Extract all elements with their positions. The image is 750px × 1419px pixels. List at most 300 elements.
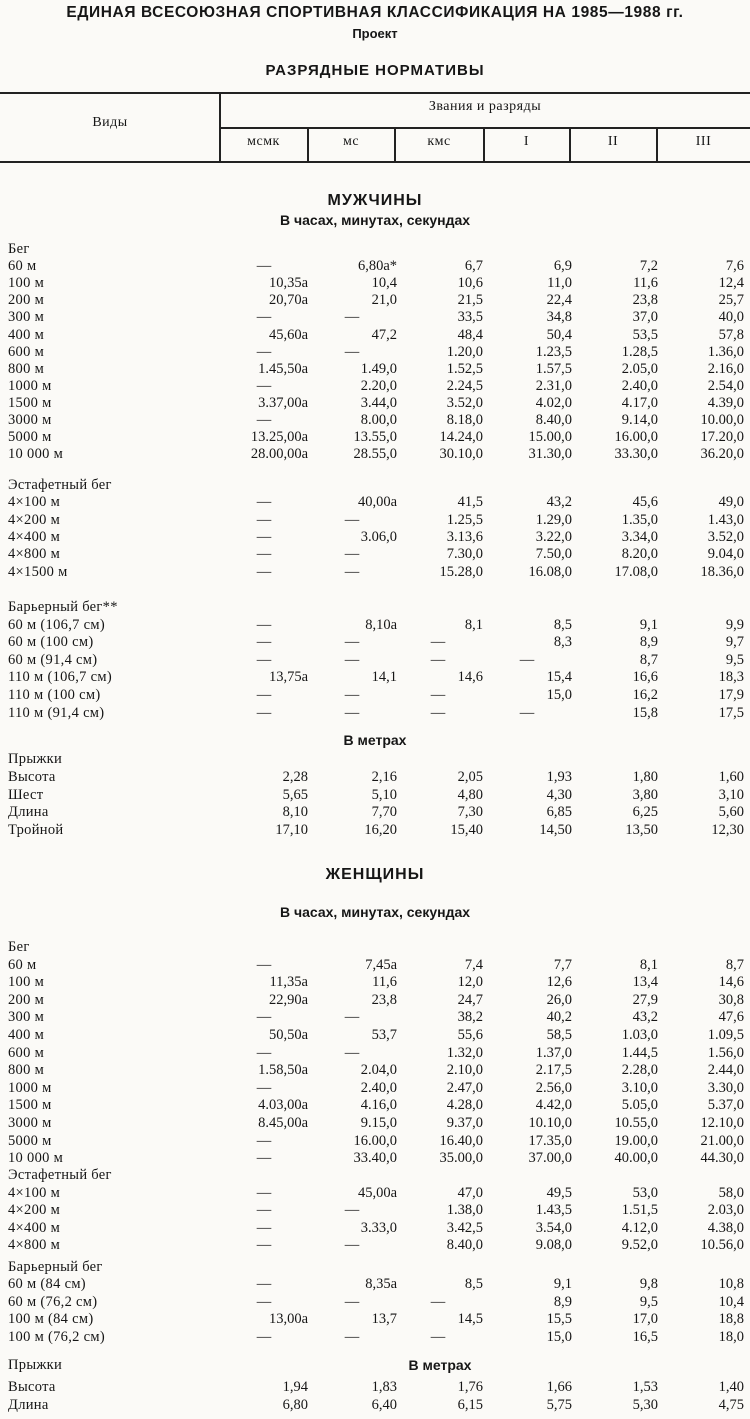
table-cell: — [344,687,360,703]
table-cell: 1.20,0 [446,343,483,360]
event-label: 10 000 м [8,446,64,463]
event-label: 4×100 м [8,1184,61,1201]
col-group-header: Звания и разряды [428,99,542,114]
table-row [0,326,750,344]
event-label: Эстафетный бег [8,1167,112,1183]
table-row [0,1275,750,1293]
table-cell: 9,1 [553,1276,572,1293]
rank-header-msmk: мсмк [247,134,280,149]
rank-header-2: II [607,134,619,149]
table-cell: 3.30,0 [707,1079,744,1096]
table-cell: 40,0 [718,309,744,326]
table-cell: 2.31,0 [535,377,572,394]
table-row [0,686,750,704]
table-row [0,1008,750,1026]
table-cell: 16.08,0 [528,563,572,580]
table-cell: 7.30,0 [446,546,483,563]
table-cell: 22,90а [268,991,308,1008]
table-cell: — [344,1293,360,1310]
table-cell: — [256,343,272,360]
table-row [0,1310,750,1328]
table-cell: 1.58,50а [258,1062,308,1079]
table-cell: 4.28,0 [446,1097,483,1114]
table-cell: 34,8 [546,309,572,326]
event-label: 4×800 м [8,546,61,563]
table-cell: 9,1 [639,616,658,633]
event-label: 60 м (76,2 см) [8,1293,98,1310]
table-cell: 49,0 [718,494,744,511]
event-label: Прыжки [8,751,63,767]
table-cell: — [256,1237,272,1254]
table-cell: 2.04,0 [360,1062,397,1079]
table-cell: 16,2 [632,687,658,703]
event-label: Высота [8,1379,56,1395]
table-cell: 1.44,5 [621,1044,658,1061]
table-cell: 15,8 [632,704,658,721]
table-cell: 36.20,0 [700,446,744,463]
table-header [0,90,750,164]
table-cell: 2.03,0 [707,1202,744,1219]
table-row [0,956,750,974]
event-label: 600 м [8,343,45,360]
table-row [0,1396,750,1414]
table-cell: 8.40,0 [446,1237,483,1254]
table-cell: 3.10,0 [621,1079,658,1096]
table-cell: 15,5 [546,1311,572,1328]
table-cell: 16.00,0 [353,1132,397,1149]
table-cell: 47,6 [718,1009,744,1026]
table-cell: 12,4 [718,275,744,292]
table-cell: 14,1 [371,669,397,686]
table-cell: — [256,258,272,275]
table-row [0,563,750,581]
table-cell: 53,0 [632,1184,658,1201]
table-row [0,1114,750,1132]
table-cell: 13,00а [268,1311,308,1328]
event-label: 60 м (100 см) [8,634,94,651]
table-cell: — [256,1293,272,1310]
table-cell: 9.37,0 [446,1115,483,1131]
table-cell: — [256,704,272,721]
table-cell: — [256,651,272,668]
event-label: 4×100 м [8,494,61,511]
table-cell: 17.35,0 [528,1132,572,1149]
table-cell: 30.10,0 [439,446,483,463]
event-label: 600 м [8,1044,45,1061]
table-cell: 1.38,0 [446,1202,483,1219]
table-cell: 2.20,0 [360,377,397,394]
table-cell: 2,28 [282,768,308,785]
table-row [0,616,750,634]
table-cell: 19.00,0 [614,1132,658,1149]
table-cell: 8,9 [639,634,658,651]
table-cell: 11,35а [269,974,308,991]
table-cell: 1.29,0 [535,511,572,528]
table-cell: 30,8 [718,991,744,1008]
table-cell: 58,0 [718,1184,744,1201]
table-cell: 16.40,0 [439,1132,483,1149]
event-label: 4×400 м [8,1219,61,1236]
event-label: Бег [8,241,30,257]
table-row [0,1328,750,1346]
event-label: 60 м (84 см) [8,1276,86,1293]
table-cell: 28.00,00а [250,446,308,463]
table-cell: 2.40,0 [360,1079,397,1096]
table-row [0,493,750,511]
table-cell: — [256,1009,272,1026]
table-cell: 2.16,0 [707,360,744,377]
table-cell: — [256,1328,272,1345]
table-cell: 21,5 [457,292,483,309]
event-label: 110 м (100 см) [8,687,101,703]
table-cell: 8.20,0 [621,546,658,563]
table-cell: 16,6 [632,669,658,686]
table-cell: 9,7 [725,634,744,651]
rank-header-kms: кмс [427,134,451,149]
table-cell: — [256,494,272,511]
table-row [0,257,750,275]
event-label: 200 м [8,991,45,1008]
table-cell: 13,50 [625,822,658,839]
event-label: 300 м [8,1009,45,1026]
table-cell: — [256,309,272,326]
table-cell: 6,7 [464,258,483,275]
table-cell: 40,2 [546,1009,572,1026]
table-cell: 18,8 [718,1311,744,1328]
table-cell: 1.28,5 [621,343,658,360]
table-row [0,545,750,563]
table-cell: 7,45а [365,956,397,973]
table-cell: 1.09,5 [707,1027,744,1043]
event-label: 800 м [8,1062,45,1079]
table-row [0,633,750,651]
table-cell: 43,2 [546,494,572,511]
table-heading: РАЗРЯДНЫЕ НОРМАТИВЫ [265,62,485,79]
table-cell: — [256,1276,272,1293]
table-cell: 47,2 [371,326,397,343]
table-cell: 16,20 [364,822,397,839]
table-cell: 10,4 [371,275,397,292]
event-label: 1000 м [8,1079,52,1096]
table-cell: — [256,616,272,633]
table-cell: 10.55,0 [614,1115,658,1131]
table-cell: 2.10,0 [446,1062,483,1079]
table-cell: 8,10 [282,804,308,821]
table-cell: 1,80 [632,768,658,785]
table-cell: 40,00а [357,494,397,511]
table-cell: 12,0 [457,974,483,991]
table-cell: 33,5 [457,309,483,326]
table-cell: 4,30 [546,786,572,803]
table-cell: — [344,651,360,668]
table-row [0,1026,750,1044]
table-cell: 20,70а [268,292,308,309]
table-cell: — [256,1219,272,1236]
col-events-header: Виды [92,115,128,130]
table-row [0,821,750,839]
table-cell: — [256,528,272,545]
table-row [0,704,750,722]
table-cell: 15.00,0 [528,429,572,446]
table-cell: 2,05 [457,768,483,785]
table-cell: — [256,1184,272,1201]
table-cell: — [519,704,535,721]
table-cell: 4.02,0 [535,394,572,411]
table-cell: 22,4 [546,292,572,309]
table-cell: 1,66 [546,1379,572,1395]
table-row [0,1149,750,1167]
event-label: 4×200 м [8,511,61,528]
table-cell: — [256,1044,272,1061]
table-row [0,1132,750,1150]
table-cell: 6,80 [282,1397,308,1413]
table-cell: 15,40 [450,822,483,839]
document-subtitle: Проект [352,26,398,41]
table-cell: 41,5 [457,494,483,511]
table-cell: 2.47,0 [446,1079,483,1096]
table-cell: 16.00,0 [614,429,658,446]
table-cell: 12.10,0 [700,1115,744,1131]
table-cell: — [256,1150,272,1167]
table-cell: 9,9 [725,616,744,633]
table-cell: 8,35а [365,1276,397,1293]
table-cell: 4.39,0 [707,394,744,411]
table-row [0,1378,750,1396]
table-row [0,991,750,1009]
table-group-label [0,598,750,616]
table-cell: 4,75 [718,1397,744,1413]
table-cell: 9.14,0 [621,412,658,428]
table-cell: 2.40,0 [621,377,658,394]
table-row [0,343,750,361]
table-cell: 1.36,0 [707,343,744,360]
table-cell: 1,76 [457,1379,483,1395]
event-label: 10 000 м [8,1150,64,1167]
table-cell: — [519,651,535,668]
table-cell: 45,6 [632,494,658,511]
table-cell: 1.49,0 [360,360,397,377]
event-label: Высота [8,768,56,785]
table-cell: 13.25,00а [250,429,308,446]
table-cell: 4,80 [457,786,483,803]
table-cell: 4.16,0 [360,1097,397,1114]
table-cell: 27,9 [632,991,658,1008]
table-cell: — [430,687,446,703]
table-cell: 16,5 [632,1328,658,1345]
table-row [0,668,750,686]
event-label: Барьерный бег [8,1259,103,1275]
event-label: 3000 м [8,1115,52,1131]
table-cell: 1.25,5 [446,511,483,528]
women-jumps-label: Прыжки [8,1357,63,1373]
table-cell: 1.03,0 [621,1027,658,1043]
event-label: 1500 м [8,394,52,411]
table-cell: 12,30 [711,822,744,839]
event-label: 400 м [8,1027,45,1043]
table-cell: 53,5 [632,326,658,343]
table-cell: 13,75а [268,669,308,686]
table-cell: 24,7 [457,991,483,1008]
table-cell: 33.40,0 [353,1150,397,1167]
table-cell: 1.56,0 [707,1044,744,1061]
table-cell: 25,7 [718,292,744,309]
table-cell: — [256,1202,272,1219]
table-cell: 37.00,0 [528,1150,572,1167]
table-cell: 2.44,0 [707,1062,744,1079]
table-cell: 17,5 [718,704,744,721]
table-cell: 17,0 [632,1311,658,1328]
table-cell: 1,40 [718,1379,744,1395]
event-label: 4×400 м [8,528,61,545]
table-cell: 1.52,5 [446,360,483,377]
table-cell: 7,6 [725,258,744,275]
table-cell: 15,4 [546,669,572,686]
document-title: ЕДИНАЯ ВСЕСОЮЗНАЯ СПОРТИВНАЯ КЛАССИФИКАЦИЯ НА 1985—1988 гг. [66,4,684,21]
table-cell: 1.45,50а [258,360,308,377]
table-cell: 1,60 [718,768,744,785]
table-cell: 23,8 [632,292,658,309]
table-cell: 1.51,5 [621,1202,658,1219]
table-cell: 48,4 [457,326,483,343]
table-cell: 9.52,0 [621,1237,658,1254]
table-cell: 5,60 [718,804,744,821]
table-cell: — [256,634,272,651]
table-row [0,973,750,991]
table-cell: 31.30,0 [528,446,572,463]
table-cell: — [344,1202,360,1219]
table-cell: 4.03,00а [258,1097,308,1114]
table-row [0,445,750,463]
table-cell: 3.54,0 [535,1219,572,1236]
table-cell: — [256,687,272,703]
section-women: ЖЕНЩИНЫ [325,866,425,883]
table-cell: — [344,343,360,360]
table-cell: 8,5 [553,616,572,633]
table-cell: 1.43,0 [707,511,744,528]
table-cell: 5.37,0 [707,1097,744,1114]
event-label: 100 м [8,974,45,991]
table-cell: 5,10 [371,786,397,803]
table-cell: 3.34,0 [621,528,658,545]
table-row [0,428,750,446]
table-cell: 7,7 [553,956,572,973]
table-cell: 2.28,0 [621,1062,658,1079]
table-row [0,528,750,546]
table-cell: 8,10а [365,616,397,633]
table-cell: 1,83 [371,1379,397,1395]
table-cell: 6,80а* [357,258,397,275]
table-cell: 6,40 [371,1397,397,1413]
table-cell: — [256,511,272,528]
table-cell: 37,0 [632,309,658,326]
table-cell: — [344,1009,360,1026]
table-cell: 50,4 [546,326,572,343]
table-cell: 2.17,5 [535,1062,572,1079]
table-row [0,377,750,395]
header-mid-rule [220,127,750,129]
event-label: 110 м (106,7 см) [8,669,112,686]
event-label: Тройной [8,822,64,839]
table-cell: 2.05,0 [621,360,658,377]
table-cell: — [344,511,360,528]
table-row [0,1236,750,1254]
table-cell: 3.33,0 [360,1219,397,1236]
table-cell: 10.10,0 [528,1115,572,1131]
table-cell: 45,00а [357,1184,397,1201]
table-cell: 3.52,0 [446,394,483,411]
table-cell: 8,1 [639,956,658,973]
event-label: 5000 м [8,1132,52,1149]
table-cell: 15.28,0 [439,563,483,580]
table-row [0,1044,750,1062]
table-cell: 33.30,0 [614,446,658,463]
table-cell: 45,60а [268,326,308,343]
table-cell: 50,50а [268,1027,308,1043]
table-cell: — [344,546,360,563]
table-cell: 10.56,0 [700,1237,744,1254]
table-cell: 28.55,0 [353,446,397,463]
table-cell: 1.35,0 [621,511,658,528]
table-row [0,1293,750,1311]
table-cell: 8,5 [464,1276,483,1293]
header-bottom-rule [0,161,750,163]
table-cell: 47,0 [457,1184,483,1201]
table-cell: 14.24,0 [439,429,483,446]
table-cell: 3.13,6 [446,528,483,545]
table-cell: 7.50,0 [535,546,572,563]
table-row [0,1061,750,1079]
table-cell: 14,6 [718,974,744,991]
table-cell: 57,8 [718,326,744,343]
table-cell: 55,6 [457,1027,483,1043]
table-cell: 5.05,0 [621,1097,658,1114]
table-cell: 4.17,0 [621,394,658,411]
event-label: 4×1500 м [8,563,68,580]
table-cell: 10,8 [718,1276,744,1293]
table-cell: — [256,546,272,563]
table-group-label [0,240,750,258]
table-cell: 5,30 [632,1397,658,1413]
table-cell: 1.23,5 [535,343,572,360]
table-cell: 44.30,0 [700,1150,744,1167]
table-cell: 9,5 [725,651,744,668]
table-cell: 7,2 [639,258,658,275]
table-cell: 17,9 [718,687,744,703]
table-cell: 8,9 [553,1293,572,1310]
table-cell: 4.12,0 [621,1219,658,1236]
event-label: Длина [8,804,49,821]
event-label: Бег [8,939,30,955]
table-cell: 10,4 [718,1293,744,1310]
table-cell: 17.08,0 [614,563,658,580]
table-cell: 13.55,0 [353,429,397,446]
table-cell: 10,6 [457,275,483,292]
table-cell: 3.37,00а [258,394,308,411]
table-cell: — [256,412,272,428]
event-label: 400 м [8,326,45,343]
event-label: 5000 м [8,429,52,446]
section-men-metres: В метрах [343,732,407,748]
table-cell: 5,65 [282,786,308,803]
table-cell: 4.38,0 [707,1219,744,1236]
table-cell: 38,2 [457,1009,483,1026]
rank-header-3: III [695,134,712,149]
table-cell: 1.32,0 [446,1044,483,1061]
table-row [0,1096,750,1114]
table-row [0,411,750,429]
table-cell: 53,7 [371,1027,397,1043]
event-label: 3000 м [8,412,52,428]
